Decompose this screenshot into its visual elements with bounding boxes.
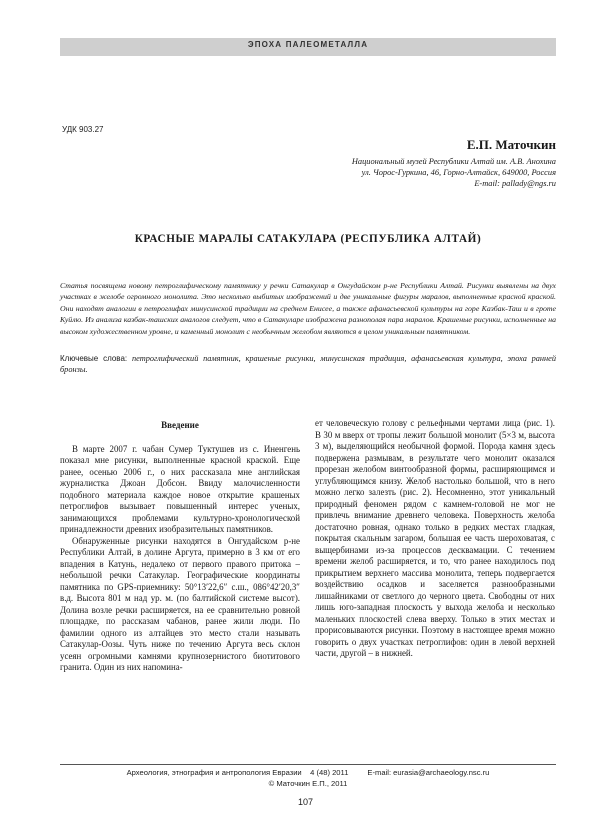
keywords-label: Ключевые слова:	[60, 354, 128, 363]
journal-issue: 4 (48) 2011	[310, 768, 349, 777]
running-header-band	[60, 38, 556, 56]
abstract: Статья посвящена новому петроглифическому памятнику у речки Сатакулар в Онгудайском р-не Республики Алтай. Рисунки выявлены на двух участках в желобе огромного монолита. Это несколько выбитых изображений и две уникальные фигуры маралов, выполненные красной краской. Они находят аналогии в петроглифах минусинской традиции на среднем Енисее, а также афанасьевской культуры на горе Казбак-Таш и в гроте Куйлю. Из анализа казбак-ташских аналогов следует, что в Сатакуларе изображена разнополая пара маралов. Крашеные рисунки, исполненные на высоком художественном уровне, и каменный монолит с необычным желобом являются в целом уникальным памятником.	[60, 281, 556, 336]
right-column	[315, 418, 555, 660]
paragraph: В марте 2007 г. чабан Сумер Туктушев из с. Иненгень показал мне рисунки, выполненные красной краской. Еще ранее, осенью 2006 г., о них рассказала мне английская журналистка Джоан Добсон. Ввиду малочисленности подобного материала каждое новое открытие крашеных петроглифов вызывает повышенный интерес ученых, занимающихся проблемами культурно-хронологической принадлежности древних изобразительных памятников.	[60, 443, 300, 534]
section-heading: Введение	[161, 420, 199, 430]
udk-code: УДК 903.27	[62, 125, 104, 134]
page-number: 107	[297, 797, 314, 807]
author-name: Е.П. Маточкин	[466, 137, 556, 152]
journal-name: Археология, этнография и антропология Евразии	[126, 768, 302, 777]
paragraph: ет человеческую голову с рельефными чертами лица (рис. 1). В 30 м вверх от тропы лежит большой монолит (5×3 м, высота 3 м), выделяющийся необычной формой. Порода камня здесь подвержена размывам, в результате чего монолит оказался прорезан желобом винтообразной формы, расширяющимся и углубляющимся книзу. Желоб настолько большой, что в него можно легко залезть (рис. 2). Несомненно, этот уникальный природный феномен рядом с камнем-головой не мог не привлечь внимание древнего человека. Поверхность желоба достаточно ровная, однако только в редких местах гладкая, покрытая скальным загаром, большая ее часть шероховатая, с выщербинами из-за процессов десквамации. С течением времени желоб расширяется, и то, что ранее находилось под прикрытием верхнего массива монолита, теперь подвергается воздействию осадков и заселяется разнообразными лишайниками от светлого до черного цвета. Свободны от них лишь юго-западная плоскость у выхода желоба и несколько маленьких плоскостей слева вверху. Только в этих местах и прорисовываются рисунки. Поэтому в настоящее время можно говорить о двух участках петроглифов: один в левой верхней части, другой – в нижней.	[315, 418, 555, 658]
author-block	[352, 137, 556, 189]
footer-copyright: © Маточкин Е.П., 2011	[268, 779, 348, 788]
email-line: E-mail: pallady@ngs.ru	[474, 179, 556, 188]
journal-email: E-mail: eurasia@archaeology.nsc.ru	[367, 768, 490, 777]
running-header: ЭПОХА ПАЛЕОМЕТАЛЛА	[247, 40, 369, 49]
left-column	[60, 418, 300, 674]
keywords-text: петроглифический памятник, крашеные рисунки, минусинская традиция, афанасьевская культура, эпоха ранней бронзы.	[60, 354, 556, 375]
address-line: ул. Чорос-Гуркина, 46, Горно-Алтайск, 649000, Россия	[361, 168, 556, 177]
footer-journal-line	[60, 768, 556, 777]
article-title: КРАСНЫЕ МАРАЛЫ САТАКУЛАРА (РЕСПУБЛИКА АЛТАЙ)	[134, 233, 482, 245]
keywords	[60, 353, 556, 376]
paragraph: Обнаруженные рисунки находятся в Онгудайском р-не Республики Алтай, в долине Аргута, примерно в 3 км от его впадения в Катунь, недалеко от первого правого притока – небольшой речки Сатакулар. Географические координаты памятника по GPS-приемнику: 50°13′22,6″ с.ш., 086°42′20,3″ в.д. Высота 801 м над ур. м. (по балтийской системе высот). Долина возле речки расширяется, на ее сравнительно ровной площадке, по рассказам чабанов, ранее жили люди. По фамилии одного из алтайцев это место стали называть Сатакулар-Оозы. Чуть ниже по течению Аргута весь склон усеян огромными камнями крупнозернистого биотитового гранита. Один из них напомина-	[60, 535, 300, 672]
footer-rule	[60, 764, 556, 765]
affiliation-line: Национальный музей Республики Алтай им. А.В. Анохина	[351, 157, 556, 166]
